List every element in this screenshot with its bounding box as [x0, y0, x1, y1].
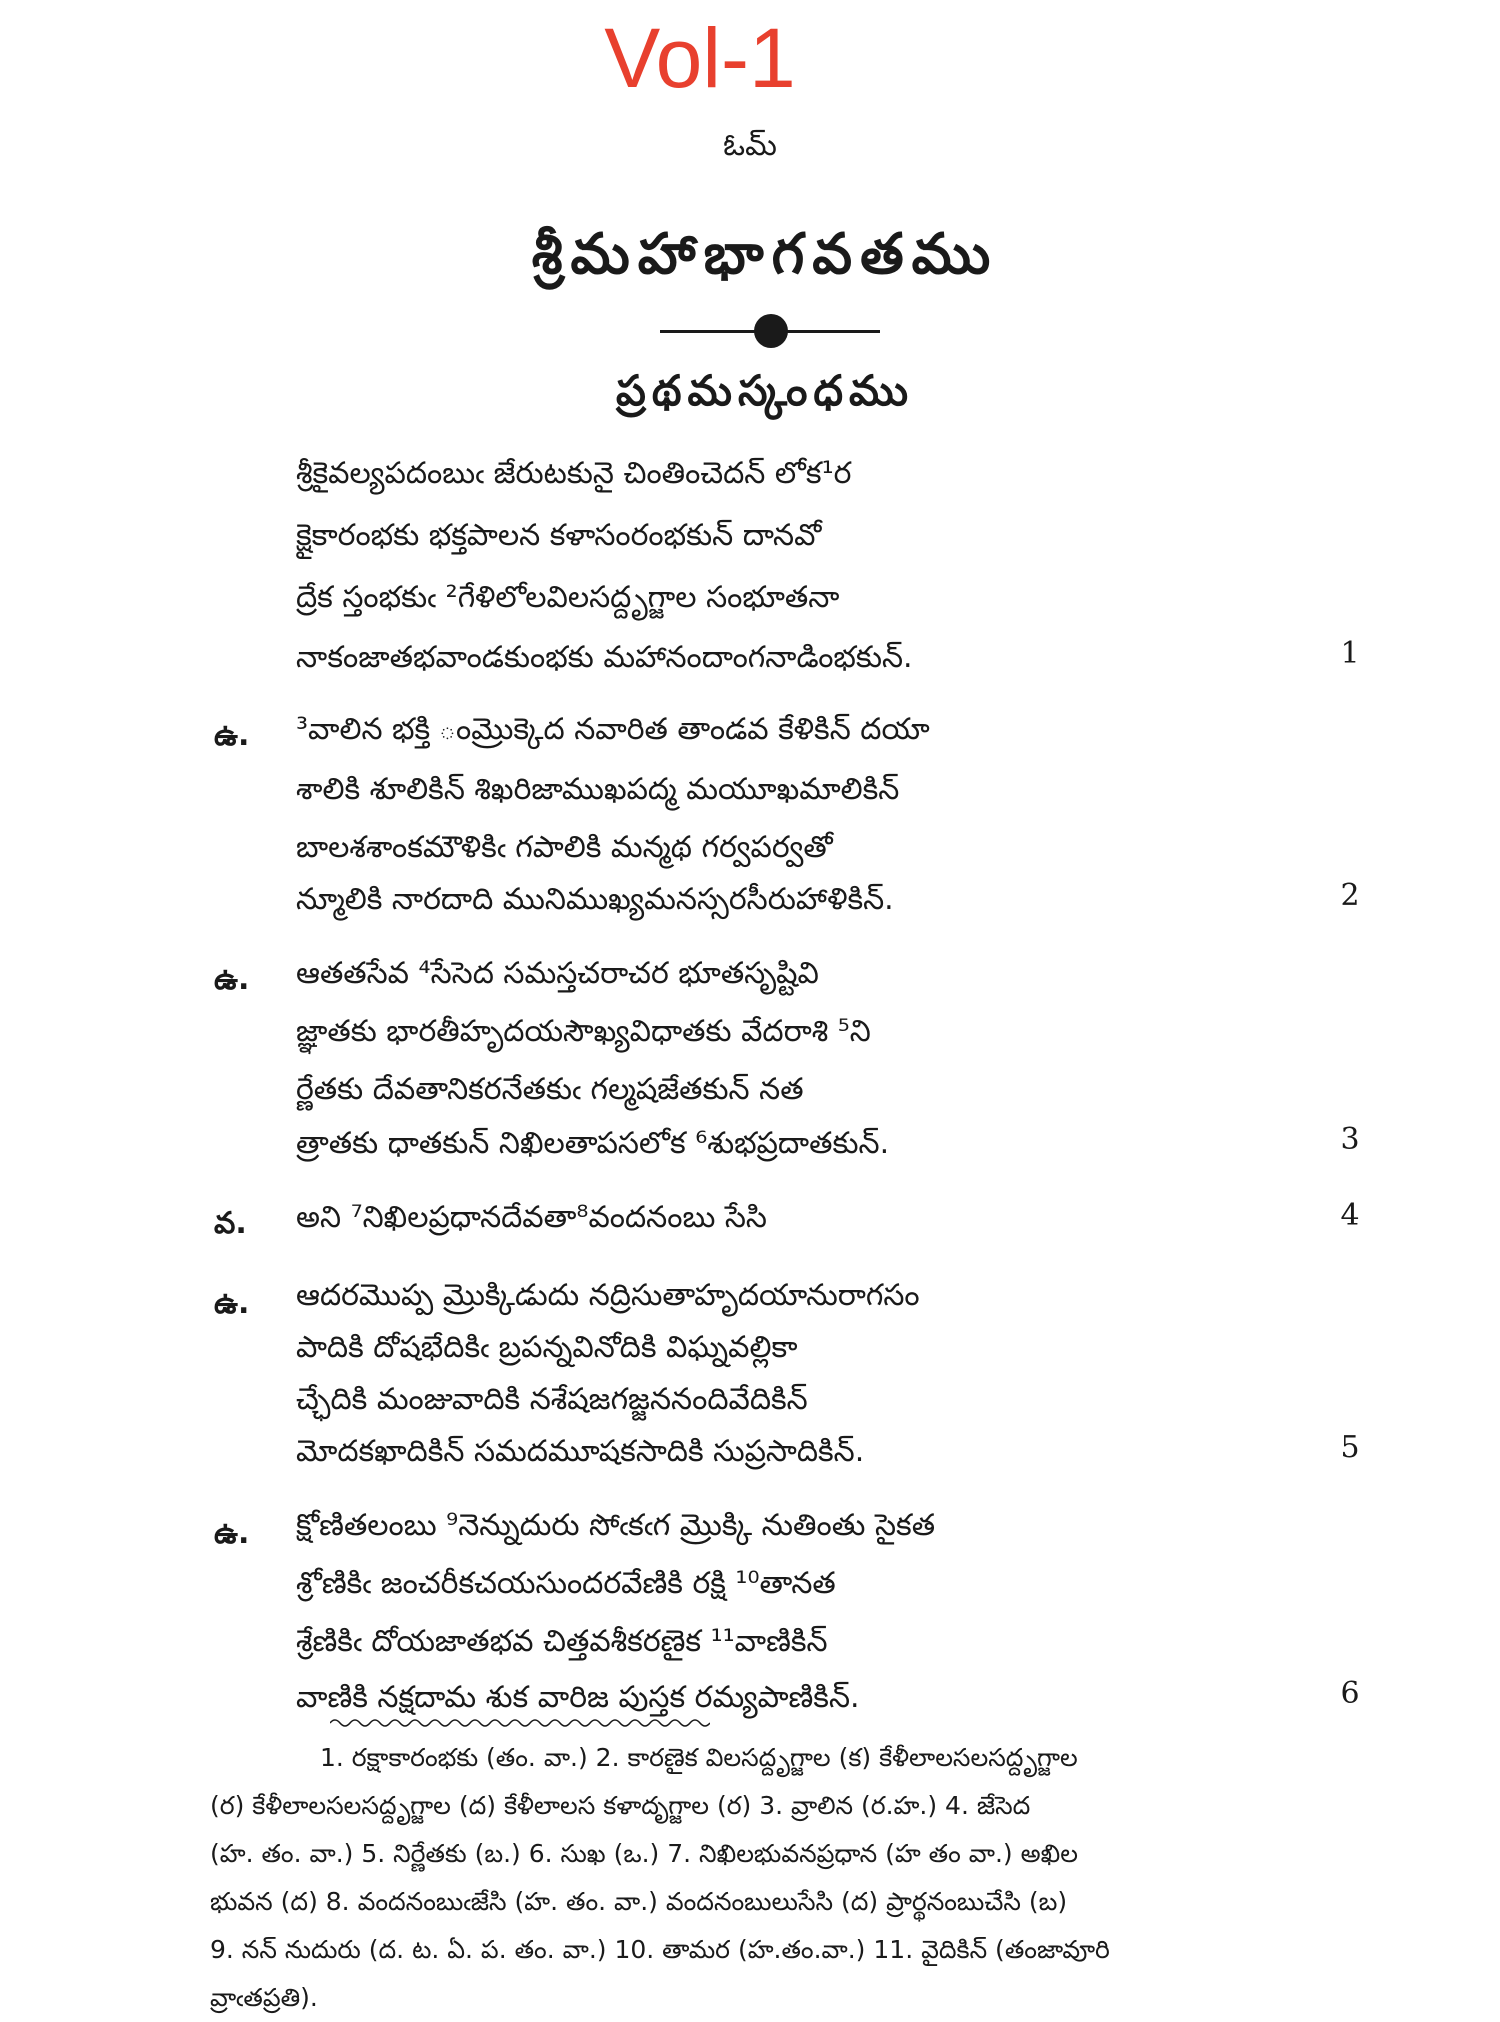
- verse-number: 6: [1340, 1676, 1360, 1711]
- om-heading: ఓమ్: [723, 128, 777, 163]
- verse-line: నాకంజాతభవాండకుంభకు మహానందాంగనాడింభకున్.: [296, 640, 913, 675]
- footnote-line: వ్రాఁతప్రతి).: [210, 1983, 318, 2012]
- verse-number: 5: [1340, 1430, 1360, 1465]
- verse-line: చ్ఛేదికి మంజువాదికి నశేషజగజ్జననందివేదికిన్: [296, 1382, 808, 1417]
- verse-number: 1: [1340, 636, 1360, 671]
- volume-label: Vol-1: [604, 11, 796, 105]
- verse-line: ఆతతసేవ ⁴సేసెద సమస్తచరాచర భూతసృష్టివి: [296, 956, 819, 991]
- verse-line: శ్రీకైవల్యపదంబుఁ జేరుటకునై చింతించెదన్ లోక¹ర: [296, 456, 852, 491]
- footnotes: [210, 1734, 1330, 2022]
- footnote-line: భువన (ద) 8. వందనంబుఁజేసి (హ. తం. వా.) వందనంబులుసేసి (ద) ప్రార్థనంబుచేసి (బ): [210, 1887, 1068, 1916]
- footnote-line: 1. రక్షాకారంభకు (తం. వా.) 2. కారణైక విలసద్దృగ్జాల (క) కేళీలాలసలసద్దృగ్జాల: [320, 1743, 1078, 1772]
- verse-line: బాలశశాంకమౌళికిఁ గపాలికి మన్మథ గర్వపర్వతో: [296, 830, 833, 865]
- verse-label: ఉ.: [214, 718, 250, 753]
- page-title: శ్రీమహాభాగవతము: [531, 222, 999, 287]
- verse-line: శాలికి శూలికిన్ శిఖరిజాముఖపద్మ మయూఖమాలికిన్: [296, 772, 900, 807]
- verse-line: పాదికి దోషభేదికిఁ బ్రపన్నవినోదికి విఘ్నవల్లికా: [296, 1330, 798, 1365]
- footnote-line: (ర) కేళీలాలసలసద్దృగ్జాల (ద) కేళీలాలస కళాదృగ్జాల (ర) 3. వ్రాలిన (ర.హ.) 4. జేసెద: [210, 1791, 1031, 1820]
- verse-label: వ.: [214, 1206, 247, 1241]
- footnote-separator: [330, 1717, 710, 1729]
- verse-line: క్షైకారంభకు భక్తపాలన కళాసంరంభకున్ దానవో: [296, 518, 822, 553]
- verse-line: న్మూలికి నారదాది మునిముఖ్యమనస్సరసీరుహాళికిన్.: [296, 882, 894, 917]
- footnote-line: 9. నన్ నుదురు (ద. ట. ఏ. ప. తం. వా.) 10. తామర (హ.తం.వా.) 11. వైదికిన్ (తంజావూరి: [210, 1935, 1110, 1964]
- verse-line: మోదకఖాదికిన్ సమదమూషకసాదికి సుప్రసాదికిన్.: [296, 1434, 865, 1469]
- verse-label: ఉ.: [214, 1516, 250, 1551]
- verse-line: శ్రోణికిఁ జంచరీకచయసుందరవేణికి రక్షి ¹⁰తానత: [296, 1566, 836, 1601]
- verse-number: 4: [1340, 1198, 1360, 1233]
- verse-line: ద్రేక స్తంభకుఁ ²గేళిలోలవిలసద్దృగ్జాల సంభూతనా: [296, 580, 840, 615]
- divider-dot-icon: [754, 314, 788, 348]
- verse-number: 2: [1340, 878, 1360, 913]
- verse-line: జ్ఞాతకు భారతీహృదయసౌఖ్యవిధాతకు వేదరాశి ⁵ని: [296, 1014, 871, 1049]
- verse-line: వాణికి నక్షదామ శుక వారిజ పుస్తక రమ్యపాణికిన్.: [296, 1680, 860, 1715]
- verse-label: ఉ.: [214, 962, 250, 997]
- verse-label: ఉ.: [214, 1286, 250, 1321]
- verse-line: ఆదరమొప్ప మ్రొక్కిడుదు నద్రిసుతాహృదయానురాగసం: [296, 1278, 920, 1313]
- verse-line: క్షోణితలంబు ⁹నెన్నుదురు సోఁకఁగ మ్రొక్కి నుతింతు సైకత: [296, 1508, 936, 1543]
- verse-line: త్రాతకు ధాతకున్ నిఖిలతాపసలోక ⁶శుభప్రదాతకున్.: [296, 1126, 890, 1161]
- section-subtitle: ప్రథమస్కంధము: [616, 366, 914, 415]
- verse-number: 3: [1340, 1122, 1360, 1157]
- verse-line: ³వాలిన భక్తి ంమ్రొక్కెద నవారిత తాండవ కేళికిన్ దయా: [296, 712, 930, 747]
- title-divider: [660, 314, 880, 348]
- footnote-line: (హ. తం. వా.) 5. నిర్ణేతకు (బ.) 6. సుఖ (ఒ.) 7. నిఖిలభువనప్రధాన (హ తం వా.) అఖిల: [210, 1839, 1078, 1868]
- verse-line: అని ⁷నిఖిలప్రధానదేవతా⁸వందనంబు సేసి: [296, 1200, 767, 1235]
- verse-line: శ్రేణికిఁ దోయజాతభవ చిత్తవశీకరణైక ¹¹వాణికిన్: [296, 1624, 828, 1659]
- verse-line: ర్ణేతకు దేవతానికరనేతకుఁ గల్మషజేతకున్ నత: [296, 1072, 804, 1107]
